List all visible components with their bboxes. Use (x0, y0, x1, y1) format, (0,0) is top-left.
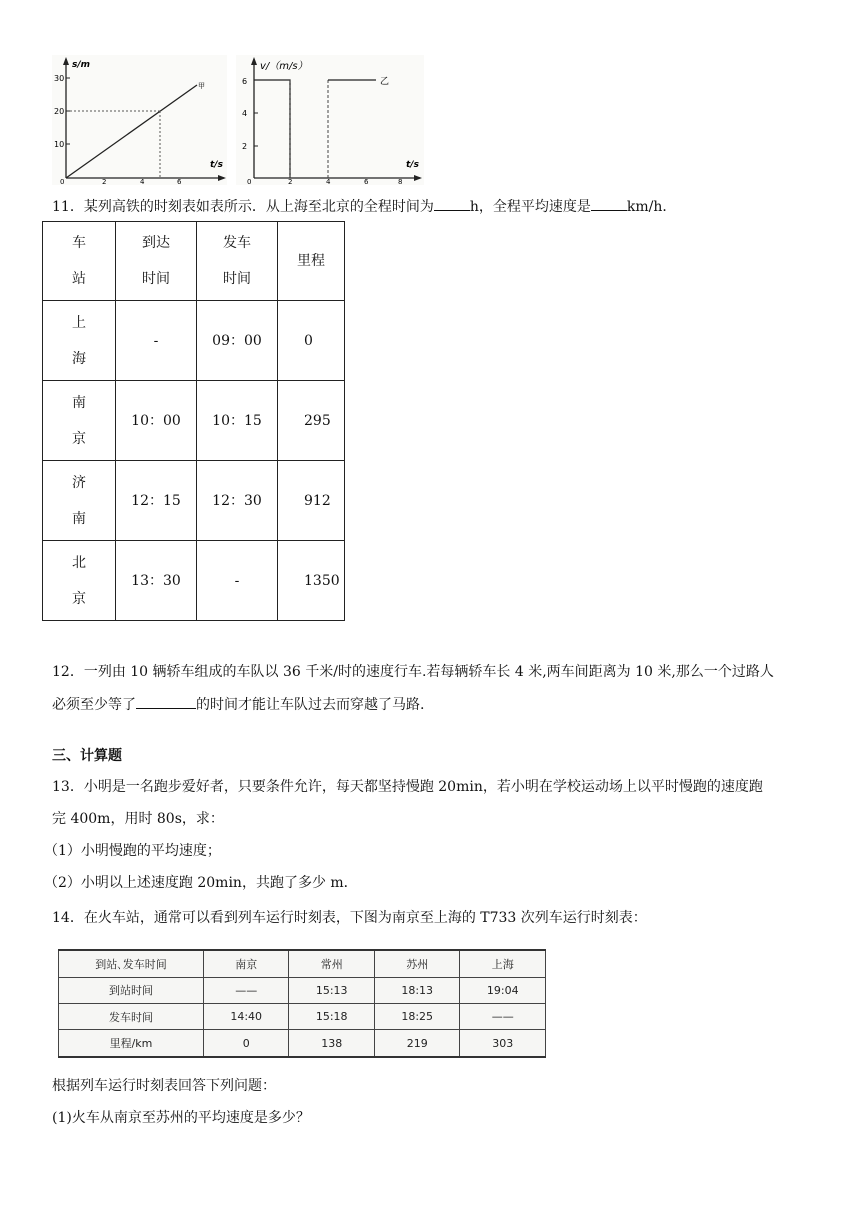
line-label: 乙 (380, 77, 390, 87)
header-cell: 上海 (460, 950, 546, 977)
header-cell: 南京 (203, 950, 289, 977)
x-tick: 4 (140, 178, 145, 185)
y-tick: 6 (242, 77, 248, 86)
x-tick: 6 (177, 178, 182, 185)
x-axis-label: t/s (406, 160, 419, 170)
table-row (43, 461, 345, 541)
graph-v-t (236, 55, 424, 185)
x-tick: 8 (398, 178, 403, 185)
distance-cell: 1350 (278, 541, 345, 621)
y-tick: 20 (54, 107, 65, 116)
header-cell: 苏州 (374, 950, 460, 977)
header-arrive: 到达 时间 (116, 222, 197, 301)
t733-timetable-image (58, 949, 546, 1058)
table-cell: 303 (460, 1030, 546, 1057)
y-axis-label: v/（m/s） (260, 61, 308, 72)
table-header-row (43, 222, 345, 301)
section-heading: 三、计算题 (52, 748, 122, 764)
table-row (59, 1003, 546, 1029)
y-tick: 2 (242, 142, 248, 151)
station-cell: 济 南 (43, 461, 116, 541)
x-tick: 2 (288, 178, 293, 185)
arrive-cell: 12：15 (116, 461, 197, 541)
q11-text-a: 11．某列高铁的时刻表如表所示．从上海至北京的全程时间为 (52, 199, 434, 215)
x-axis-label: t/s (210, 160, 223, 170)
answer-blank[interactable] (136, 694, 196, 709)
depart-cell: 10：15 (197, 381, 278, 461)
header-cell: 到站､发车时间 (59, 950, 204, 977)
q13-line2: 完 400m，用时 80s，求： (52, 811, 224, 827)
distance-cell: 0 (278, 301, 345, 381)
q12-text-b: 的时间才能让车队过去而穿越了马路. (196, 697, 425, 713)
q12-line1: 12．一列由 10 辆轿车组成的车队以 36 千米/时的速度行车.若每辆轿车长 4 米,两车间距离为 10 米,那么一个过路人 (52, 664, 774, 680)
graph-s-t (52, 55, 227, 185)
table-cell: 219 (374, 1030, 460, 1057)
station-cell: 上 海 (43, 301, 116, 381)
line-label: 甲 (198, 82, 205, 90)
q12-line2 (52, 694, 424, 715)
header-depart: 发车 时间 (197, 222, 278, 301)
answer-blank[interactable] (434, 196, 470, 211)
station-cell: 南 京 (43, 381, 116, 461)
q14-prompt: 根据列车运行时刻表回答下列问题： (52, 1078, 276, 1094)
x-tick: 2 (102, 178, 107, 185)
depart-cell: 09：00 (197, 301, 278, 381)
arrive-cell: - (116, 301, 197, 381)
table-cell: 138 (289, 1030, 375, 1057)
question-11 (52, 196, 676, 217)
x-tick: 0 (60, 178, 65, 185)
distance-cell: 295 (278, 381, 345, 461)
table-cell: 18:25 (374, 1003, 460, 1029)
q13-sub1: （1）小明慢跑的平均速度； (44, 843, 221, 859)
arrive-cell: 13：30 (116, 541, 197, 621)
table-cell: —— (460, 1003, 546, 1029)
table-row (59, 977, 546, 1003)
x-tick: 0 (247, 178, 252, 185)
q11-text-c: km/h． (626, 199, 677, 215)
y-axis-label: s/m (72, 60, 91, 70)
t733-timetable (58, 949, 546, 1058)
y-tick: 30 (54, 74, 65, 83)
header-distance: 里程 (278, 222, 345, 301)
arrive-cell: 10：00 (116, 381, 197, 461)
table-cell: 15:13 (289, 977, 375, 1003)
header-station: 车 站 (43, 222, 116, 301)
table-cell: 15:18 (289, 1003, 375, 1029)
depart-cell: 12：30 (197, 461, 278, 541)
y-tick: 10 (54, 140, 65, 149)
q14-line1: 14．在火车站，通常可以看到列车运行时刻表，下图为南京至上海的 T733 次列车运行时刻表： (52, 910, 647, 926)
table-cell: 14:40 (203, 1003, 289, 1029)
q11-text-b: h，全程平均速度是 (469, 199, 591, 215)
table-cell: 19:04 (460, 977, 546, 1003)
row-label: 到站时间 (59, 977, 204, 1003)
q14-sub1: (1)火车从南京至苏州的平均速度是多少？ (52, 1110, 310, 1126)
header-cell: 常州 (289, 950, 375, 977)
table-cell: —— (203, 977, 289, 1003)
station-cell: 北 京 (43, 541, 116, 621)
y-tick: 4 (242, 109, 248, 118)
table-header-row (59, 950, 546, 977)
table-row (43, 381, 345, 461)
row-label: 里程/km (59, 1030, 204, 1057)
high-speed-rail-timetable (42, 221, 345, 621)
table-row (59, 1030, 546, 1057)
x-tick: 6 (364, 178, 369, 185)
distance-cell: 912 (278, 461, 345, 541)
row-label: 发车时间 (59, 1003, 204, 1029)
q13-sub2: （2）小明以上述速度跑 20min，共跑了多少 m． (44, 875, 358, 891)
q13-line1: 13．小明是一名跑步爱好者，只要条件允许，每天都坚持慢跑 20min，若小明在学校运动场上以平时慢跑的速度跑 (52, 779, 763, 795)
answer-blank[interactable] (591, 196, 627, 211)
q12-text-a: 必须至少等了 (52, 697, 136, 713)
table-row (43, 301, 345, 381)
table-row (43, 541, 345, 621)
table-cell: 0 (203, 1030, 289, 1057)
x-tick: 4 (326, 178, 331, 185)
depart-cell: - (197, 541, 278, 621)
table-cell: 18:13 (374, 977, 460, 1003)
